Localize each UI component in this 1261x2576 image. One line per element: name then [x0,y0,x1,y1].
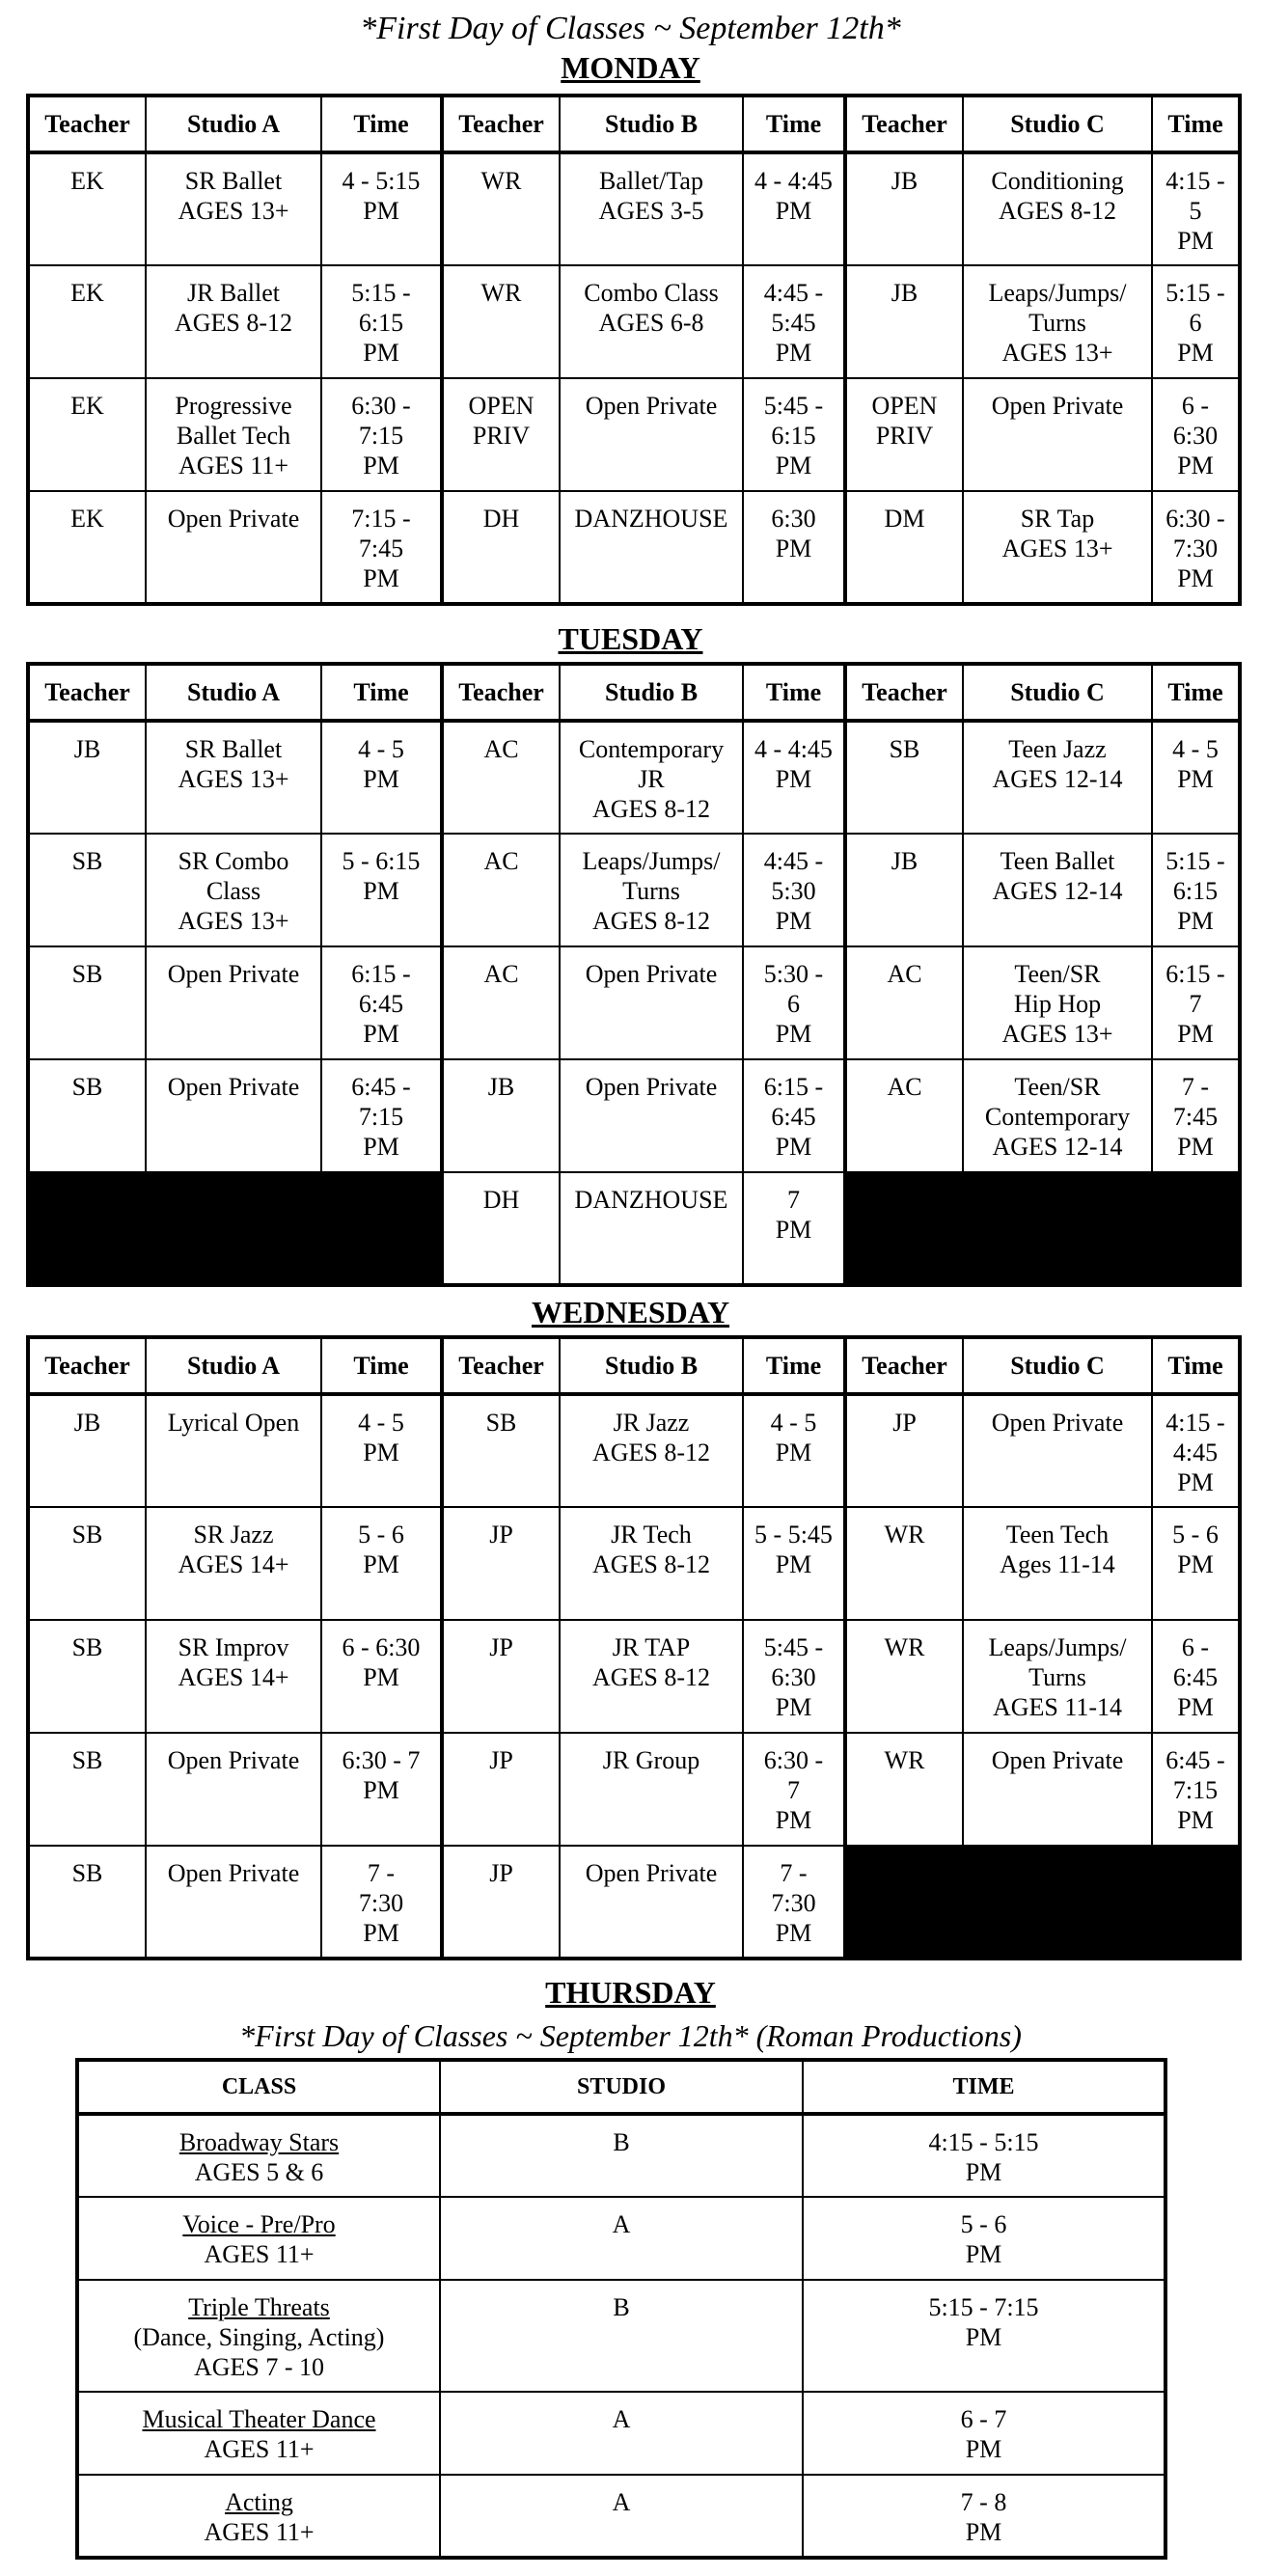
cell-studio-b: DANZHOUSE [560,1172,743,1285]
cell-studio-c: Leaps/Jumps/ Turns AGES 11-14 [963,1620,1152,1733]
cell-time-a: 7:15 - 7:45 PM [321,491,442,604]
cell-studio-c: Open Private [963,1394,1152,1507]
cell-time-a: 7 - 7:30 PM [321,1846,442,1959]
cell-time-c: 4:15 - 4:45 PM [1152,1394,1240,1507]
cell-time-b: 4 - 4:45 PM [743,721,845,834]
cell-studio-b: Open Private [560,1059,743,1172]
cell-time-c: 6 - 6:45 PM [1152,1620,1240,1733]
cell-studio-c: Leaps/Jumps/ Turns AGES 13+ [963,265,1152,378]
monday-schedule-table [26,94,1242,606]
class-name: Acting [225,2488,293,2516]
thursday-heading: THURSDAY [545,1975,716,2010]
cell-time-b: 4:45 - 5:30 PM [743,834,845,946]
cell-teacher-a: SB [28,946,146,1059]
cell-class [77,2280,440,2392]
cell-studio: A [440,2392,803,2475]
cell-time-c: 5 - 6 PM [1152,1507,1240,1620]
cell-studio-b: Ballet/Tap AGES 3-5 [560,152,743,265]
blocked-cell [1152,1172,1240,1285]
cell-time: 6 - 7 PM [803,2392,1165,2475]
cell-teacher-c: OPEN PRIV [845,378,963,491]
cell-teacher-c: AC [845,946,963,1059]
header-studio-a: Studio A [146,1337,321,1394]
cell-time-a: 6:45 - 7:15 PM [321,1059,442,1172]
cell-teacher-b: AC [442,721,560,834]
cell-class [77,2114,440,2197]
cell-teacher-a: JB [28,721,146,834]
class-name: Voice - Pre/Pro [182,2210,336,2238]
header-row [28,1337,1240,1394]
table-row [28,491,1240,604]
header-row [77,2060,1165,2114]
table-row [28,265,1240,378]
cell-studio-c: Teen Ballet AGES 12-14 [963,834,1152,946]
table-row [28,1846,1240,1959]
table-row [77,2392,1165,2475]
header-teacher-b: Teacher [442,1337,560,1394]
cell-time-c: 7 - 7:45 PM [1152,1059,1240,1172]
cell-time-b: 5 - 5:45 PM [743,1507,845,1620]
cell-teacher-a: EK [28,491,146,604]
cell-studio-c: Open Private [963,378,1152,491]
cell-studio: B [440,2114,803,2197]
header-time-b: Time [743,96,845,152]
cell-class [77,2392,440,2475]
cell-time-b: 7 PM [743,1172,845,1285]
cell-time-b: 4 - 5 PM [743,1394,845,1507]
cell-teacher-b: WR [442,152,560,265]
cell-teacher-c: DM [845,491,963,604]
header-studio-c: Studio C [963,96,1152,152]
class-detail: AGES 11+ [204,2240,315,2268]
cell-teacher-c: SB [845,721,963,834]
table-row [28,1172,1240,1285]
cell-time-a: 5 - 6 PM [321,1507,442,1620]
cell-studio-b: Leaps/Jumps/ Turns AGES 8-12 [560,834,743,946]
blocked-cell [963,1172,1152,1285]
cell-teacher-a: EK [28,152,146,265]
header-teacher-a: Teacher [28,96,146,152]
table-row [28,152,1240,265]
table-row [77,2197,1165,2280]
table-row [28,721,1240,834]
cell-time-b: 5:45 - 6:15 PM [743,378,845,491]
cell-teacher-b: AC [442,946,560,1059]
blocked-cell [845,1846,963,1959]
header-time-c: Time [1152,96,1240,152]
class-name: Broadway Stars [178,2128,340,2156]
cell-studio-a: Progressive Ballet Tech AGES 11+ [146,378,321,491]
header-time-c: Time [1152,664,1240,721]
cell-time-c: 6:45 - 7:15 PM [1152,1733,1240,1846]
table-row [77,2280,1165,2392]
cell-teacher-c: WR [845,1620,963,1733]
cell-time-c: 5:15 - 6:15 PM [1152,834,1240,946]
cell-teacher-c: WR [845,1733,963,1846]
cell-studio-a: Open Private [146,491,321,604]
header-studio-a: Studio A [146,96,321,152]
cell-teacher-b: JP [442,1733,560,1846]
header-studio-b: Studio B [560,1337,743,1394]
cell-studio-c: Teen Jazz AGES 12-14 [963,721,1152,834]
header-teacher-a: Teacher [28,1337,146,1394]
cell-time-c: 4:15 - 5 PM [1152,152,1240,265]
cell-studio-a: SR Ballet AGES 13+ [146,152,321,265]
cell-teacher-a: SB [28,834,146,946]
cell-time-c: 6:15 - 7 PM [1152,946,1240,1059]
cell-teacher-c: AC [845,1059,963,1172]
header-time-a: Time [321,96,442,152]
header-row [28,664,1240,721]
cell-studio-a: JR Ballet AGES 8-12 [146,265,321,378]
cell-studio-b: JR Group [560,1733,743,1846]
cell-studio-c: Teen Tech Ages 11-14 [963,1507,1152,1620]
cell-time-a: 6 - 6:30 PM [321,1620,442,1733]
table-row [28,1620,1240,1733]
cell-class [77,2475,440,2558]
cell-studio-c: Teen/SR Contemporary AGES 12-14 [963,1059,1152,1172]
cell-teacher-a: EK [28,378,146,491]
cell-teacher-c: JB [845,834,963,946]
cell-time-b: 6:30 PM [743,491,845,604]
cell-studio: A [440,2197,803,2280]
cell-time-c: 4 - 5 PM [1152,721,1240,834]
class-detail: AGES 11+ [204,2518,315,2546]
cell-teacher-a: SB [28,1059,146,1172]
cell-time-b: 6:15 - 6:45 PM [743,1059,845,1172]
monday-heading: MONDAY [561,50,700,85]
header-time-a: Time [321,1337,442,1394]
header-teacher-c: Teacher [845,1337,963,1394]
cell-time-a: 5 - 6:15 PM [321,834,442,946]
cell-time: 4:15 - 5:15 PM [803,2114,1165,2197]
wednesday-schedule-table [26,1335,1242,1960]
cell-teacher-b: JP [442,1846,560,1959]
cell-teacher-a: SB [28,1507,146,1620]
header-teacher-c: Teacher [845,96,963,152]
tuesday-schedule-table [26,662,1242,1287]
cell-time: 5:15 - 7:15 PM [803,2280,1165,2392]
cell-teacher-b: WR [442,265,560,378]
header-studio: STUDIO [440,2060,803,2114]
header-time-b: Time [743,664,845,721]
tuesday-heading: TUESDAY [558,621,703,656]
cell-studio-c: Open Private [963,1733,1152,1846]
cell-time-b: 4 - 4:45 PM [743,152,845,265]
cell-time-a: 6:15 - 6:45 PM [321,946,442,1059]
class-name: Musical Theater Dance [142,2405,376,2433]
header-time-a: Time [321,664,442,721]
cell-teacher-c: JB [845,265,963,378]
cell-studio-b: Open Private [560,946,743,1059]
cell-class [77,2197,440,2280]
cell-time-a: 4 - 5 PM [321,1394,442,1507]
table-row [28,946,1240,1059]
cell-studio-a: Lyrical Open [146,1394,321,1507]
table-row [28,1733,1240,1846]
blocked-cell [28,1172,146,1285]
header-teacher-b: Teacher [442,96,560,152]
cell-time-a: 4 - 5:15 PM [321,152,442,265]
cell-teacher-a: EK [28,265,146,378]
cell-teacher-c: WR [845,1507,963,1620]
cell-time-c: 5:15 - 6 PM [1152,265,1240,378]
cell-studio-b: JR Tech AGES 8-12 [560,1507,743,1620]
table-row [28,1059,1240,1172]
cell-teacher-b: AC [442,834,560,946]
header-teacher-c: Teacher [845,664,963,721]
header-studio-c: Studio C [963,664,1152,721]
header-time-c: Time [1152,1337,1240,1394]
cell-teacher-a: SB [28,1620,146,1733]
cell-studio-c: Teen/SR Hip Hop AGES 13+ [963,946,1152,1059]
header-teacher-b: Teacher [442,664,560,721]
cell-teacher-c: JB [845,152,963,265]
cell-time-b: 5:45 - 6:30 PM [743,1620,845,1733]
header-time: TIME [803,2060,1165,2114]
header-time-b: Time [743,1337,845,1394]
cell-studio: A [440,2475,803,2558]
cell-studio-a: Open Private [146,946,321,1059]
cell-studio-b: JR Jazz AGES 8-12 [560,1394,743,1507]
cell-studio-a: Open Private [146,1059,321,1172]
header-teacher-a: Teacher [28,664,146,721]
blocked-cell [146,1172,321,1285]
cell-studio-a: SR Jazz AGES 14+ [146,1507,321,1620]
class-detail: AGES 11+ [204,2435,315,2463]
cell-studio: B [440,2280,803,2392]
blocked-cell [1152,1846,1240,1959]
cell-studio-a: SR Combo Class AGES 13+ [146,834,321,946]
class-detail: AGES 5 & 6 [194,2158,324,2186]
cell-teacher-c: JP [845,1394,963,1507]
cell-time-b: 5:30 - 6 PM [743,946,845,1059]
table-row [77,2475,1165,2558]
cell-teacher-b: JB [442,1059,560,1172]
cell-time-a: 6:30 - 7:15 PM [321,378,442,491]
cell-studio-a: SR Improv AGES 14+ [146,1620,321,1733]
cell-studio-b: JR TAP AGES 8-12 [560,1620,743,1733]
cell-time-a: 6:30 - 7 PM [321,1733,442,1846]
cell-teacher-a: JB [28,1394,146,1507]
table-row [28,378,1240,491]
header-studio-c: Studio C [963,1337,1152,1394]
cell-time-a: 4 - 5 PM [321,721,442,834]
blocked-cell [845,1172,963,1285]
cell-teacher-b: OPEN PRIV [442,378,560,491]
header-row [28,96,1240,152]
blocked-cell [321,1172,442,1285]
cell-time-b: 6:30 - 7 PM [743,1733,845,1846]
cell-teacher-b: JP [442,1507,560,1620]
cell-teacher-b: JP [442,1620,560,1733]
cell-studio-b: Contemporary JR AGES 8-12 [560,721,743,834]
cell-time: 7 - 8 PM [803,2475,1165,2558]
header-studio-b: Studio B [560,664,743,721]
cell-studio-c: Conditioning AGES 8-12 [963,152,1152,265]
blocked-cell [963,1846,1152,1959]
cell-time-b: 4:45 - 5:45 PM [743,265,845,378]
cell-studio-a: Open Private [146,1846,321,1959]
table-row [28,1394,1240,1507]
cell-studio-a: SR Ballet AGES 13+ [146,721,321,834]
thursday-subtitle: *First Day of Classes ~ September 12th* (Roman Productions) [239,2018,1022,2053]
thursday-schedule-table [75,2058,1167,2560]
header-studio-b: Studio B [560,96,743,152]
cell-teacher-a: SB [28,1846,146,1959]
header-studio-a: Studio A [146,664,321,721]
table-row [28,1507,1240,1620]
cell-time-b: 7 - 7:30 PM [743,1846,845,1959]
cell-time-a: 5:15 - 6:15 PM [321,265,442,378]
table-row [28,834,1240,946]
cell-studio-c: SR Tap AGES 13+ [963,491,1152,604]
cell-studio-b: Combo Class AGES 6-8 [560,265,743,378]
cell-studio-b: Open Private [560,1846,743,1959]
wednesday-heading: WEDNESDAY [531,1295,730,1329]
cell-time: 5 - 6 PM [803,2197,1165,2280]
cell-studio-a: Open Private [146,1733,321,1846]
cell-teacher-a: SB [28,1733,146,1846]
cell-studio-b: DANZHOUSE [560,491,743,604]
header-class: CLASS [77,2060,440,2114]
class-detail: (Dance, Singing, Acting) AGES 7 - 10 [133,2323,385,2381]
cell-teacher-b: SB [442,1394,560,1507]
cell-teacher-b: DH [442,1172,560,1285]
table-row [77,2114,1165,2197]
page-title: *First Day of Classes ~ September 12th* [360,11,901,46]
cell-time-c: 6 - 6:30 PM [1152,378,1240,491]
cell-time-c: 6:30 - 7:30 PM [1152,491,1240,604]
cell-studio-b: Open Private [560,378,743,491]
class-name: Triple Threats [188,2293,330,2321]
cell-teacher-b: DH [442,491,560,604]
